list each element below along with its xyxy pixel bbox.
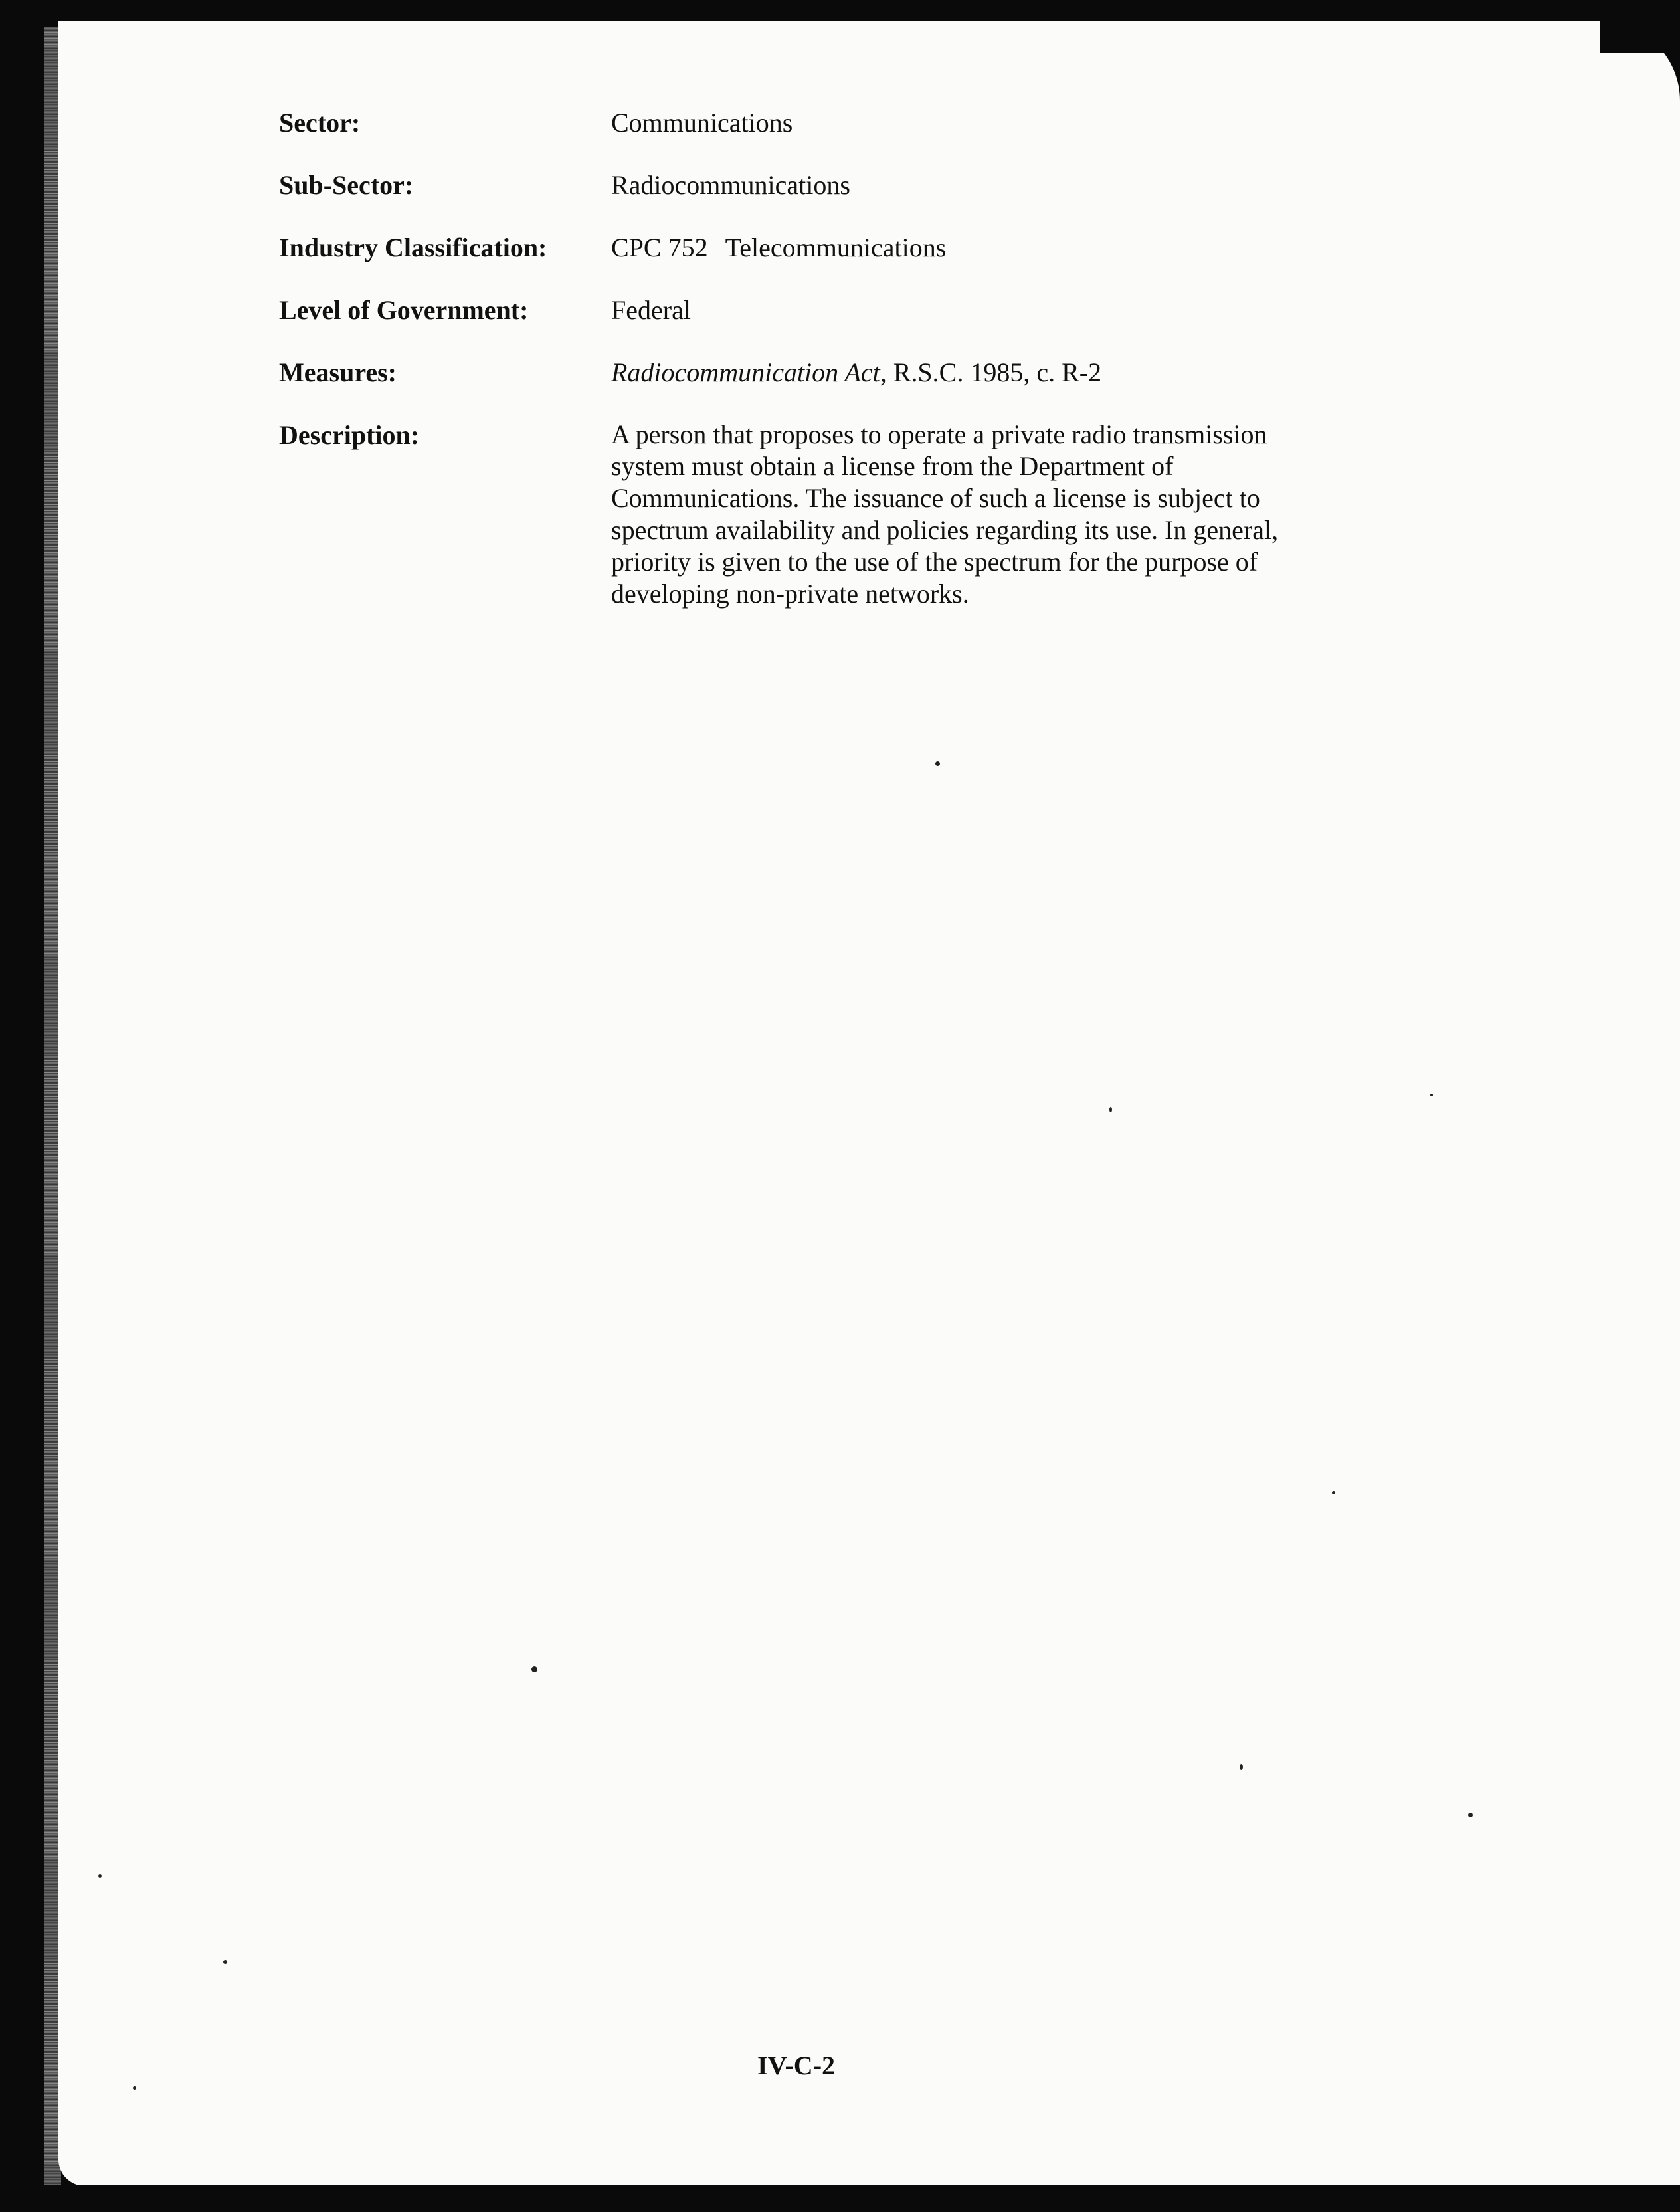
- cpc-description: Telecommunications: [725, 233, 947, 262]
- field-value: [611, 231, 1408, 264]
- scan-speck: [1468, 1813, 1473, 1817]
- field-row-level-of-government: [279, 294, 1408, 327]
- scan-bottom-shadow: [0, 2185, 1680, 2212]
- scan-corner-shadow: [1600, 0, 1680, 53]
- description-text: [611, 419, 1408, 610]
- field-row-description: [279, 419, 1408, 610]
- field-value: Communications: [611, 108, 793, 138]
- act-title: Radiocommunication Act: [611, 357, 880, 387]
- field-row-measures: [279, 356, 1408, 389]
- description-line: Communications. The issuance of such a license is subject to: [611, 483, 1260, 513]
- description-line: system must obtain a license from the Department of: [611, 451, 1174, 481]
- scan-speck: [531, 1666, 537, 1672]
- field-value: Radiocommunications: [611, 170, 850, 200]
- scan-speck: [98, 1874, 102, 1878]
- field-row-industry-classification: [279, 231, 1408, 264]
- field-row-sector: [279, 106, 1408, 140]
- scan-speck: [133, 2086, 136, 2090]
- cpc-code: CPC 752: [611, 233, 708, 262]
- field-value: [611, 356, 1408, 389]
- field-label: Level of Government:: [279, 295, 529, 325]
- scan-speck: [1430, 1094, 1433, 1096]
- field-row-sub-sector: [279, 169, 1408, 202]
- field-value: Federal: [611, 295, 691, 325]
- scan-speck: [1332, 1491, 1335, 1494]
- document-body: [279, 106, 1408, 639]
- scan-speck: [1109, 1107, 1112, 1112]
- scan-speck: [935, 761, 940, 766]
- field-label: Sector:: [279, 108, 361, 138]
- description-line: A person that proposes to operate a private radio transmission: [611, 419, 1267, 449]
- page-number: IV-C-2: [757, 2051, 836, 2080]
- field-label: Industry Classification:: [279, 233, 547, 262]
- field-label: Measures:: [279, 357, 397, 387]
- field-label: Description:: [279, 420, 420, 450]
- field-label: Sub-Sector:: [279, 170, 414, 200]
- description-line: developing non-private networks.: [611, 579, 969, 609]
- scan-speck: [1240, 1764, 1243, 1770]
- description-line: priority is given to the use of the spectrum for the purpose of: [611, 547, 1258, 577]
- scan-speck: [223, 1960, 227, 1964]
- act-citation: , R.S.C. 1985, c. R-2: [880, 357, 1102, 387]
- description-line: spectrum availability and policies regarding its use. In general,: [611, 515, 1279, 545]
